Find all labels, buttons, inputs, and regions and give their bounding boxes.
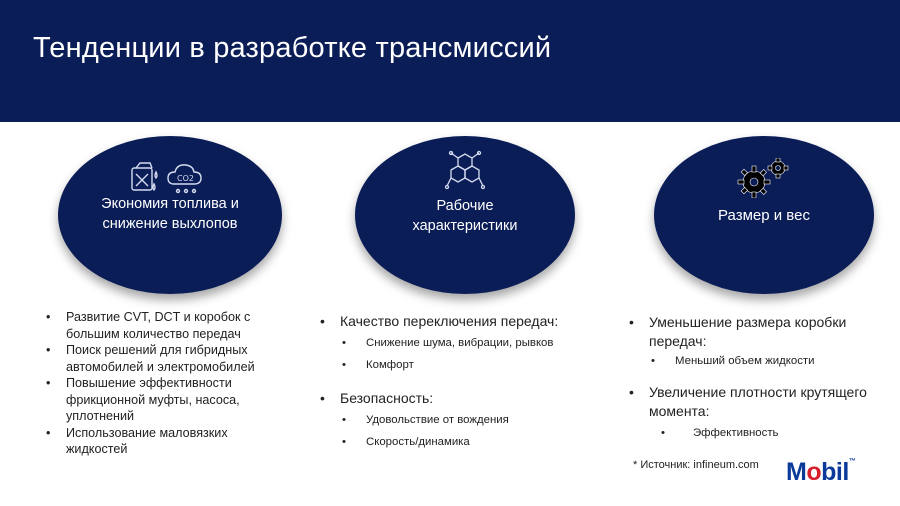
list-subitem: • Эффективность (661, 427, 779, 439)
list-item: • Поиск решений для гибридных автомобилей и электромобилей (46, 343, 255, 374)
svg-text:CO2: CO2 (177, 174, 194, 183)
list-subitem: • Скорость/динамика (342, 436, 470, 448)
fuel-can-icon (130, 160, 216, 194)
circle-label: Размер и вес (718, 207, 810, 224)
list-subitem: • Меньший объем жидкости (651, 355, 815, 367)
list-subitem: • Комфорт (342, 359, 414, 371)
list-item: • Использование маловязких жидкостей (46, 425, 228, 456)
list-subitem: • Удовольствие от вождения (342, 414, 509, 426)
molecule-network-icon (445, 150, 485, 192)
list-item: • Повышение эффективности фрикционной муфты, насоса, уплотнений (46, 376, 240, 423)
circle-fuel-economy (58, 136, 282, 294)
slide-title: Тенденции в разработке трансмиссий (33, 32, 552, 64)
list-fuel-economy (44, 309, 284, 458)
list-heading: • Уменьшение размера коробки передач: (629, 314, 847, 349)
gears-icon (734, 158, 794, 198)
list-size-weight (627, 313, 897, 441)
title-banner (0, 0, 900, 122)
source-note: * Источник: infineum.com (633, 459, 759, 471)
mobil-logo: Mobil™ (786, 458, 856, 486)
list-heading: • Качество переключения передач: (320, 313, 559, 329)
list-heading: • Увеличение плотности крутящего момента: (629, 384, 867, 419)
list-heading: • Безопасность: (320, 390, 434, 406)
list-subitem: • Снижение шума, вибрации, рывков (342, 337, 554, 349)
co2-cloud-icon (168, 165, 201, 193)
list-item: • Развитие CVT, DCT и коробок с большим количество передач (46, 310, 251, 341)
circle-size-weight (654, 136, 874, 294)
list-performance (318, 312, 588, 450)
circle-performance (355, 136, 575, 294)
circle-label: Экономия топлива и снижение выхлопов (101, 196, 239, 232)
circle-label: Рабочие характеристики (412, 198, 518, 234)
